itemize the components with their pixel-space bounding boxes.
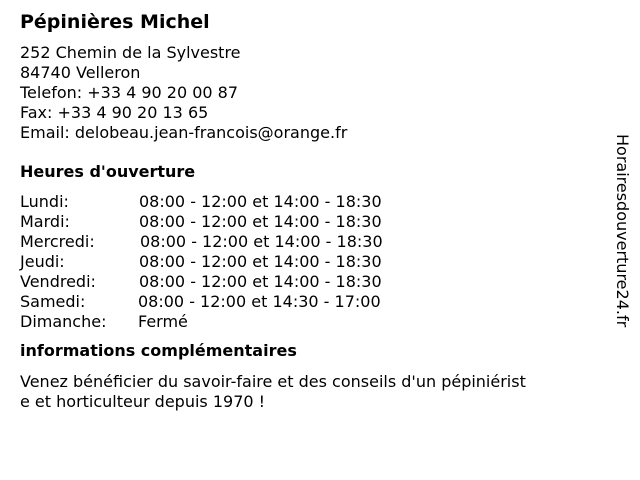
day-label: Dimanche: <box>20 312 107 331</box>
hours-row-sunday <box>20 312 600 332</box>
day-hours: Fermé <box>138 312 188 331</box>
hours-row-monday <box>20 192 600 212</box>
address-city: 84740 Velleron <box>20 63 141 82</box>
info-line-2: e et horticulteur depuis 1970 ! <box>20 392 266 411</box>
info-line-1: Venez bénéficier du savoir-faire et des conseils d'un pépiniérist <box>20 372 526 391</box>
info-text <box>20 372 600 412</box>
phone-number: Telefon: +33 4 90 20 00 87 <box>20 83 239 102</box>
hours-row-saturday <box>20 292 600 312</box>
email-address: Email: delobeau.jean-francois@orange.fr <box>20 123 348 142</box>
business-card <box>20 10 600 412</box>
day-hours: 08:00 - 12:00 et 14:00 - 18:30 <box>140 232 383 251</box>
day-label: Lundi: <box>20 192 69 211</box>
business-name: Pépinières Michel <box>20 11 210 33</box>
day-label: Vendredi: <box>20 272 96 291</box>
day-label: Mardi: <box>20 212 70 231</box>
day-label: Samedi: <box>20 292 86 311</box>
hours-row-tuesday <box>20 212 600 232</box>
hours-row-friday <box>20 272 600 292</box>
day-hours: 08:00 - 12:00 et 14:00 - 18:30 <box>139 252 382 271</box>
day-label: Jeudi: <box>20 252 65 271</box>
hours-row-thursday <box>20 252 600 272</box>
day-hours: 08:00 - 12:00 et 14:30 - 17:00 <box>138 292 381 311</box>
hours-heading: Heures d'ouverture <box>20 162 196 181</box>
day-hours: 08:00 - 12:00 et 14:00 - 18:30 <box>139 212 382 231</box>
address-block <box>20 43 600 143</box>
address-street: 252 Chemin de la Sylvestre <box>20 43 241 62</box>
hours-table <box>20 192 600 332</box>
site-watermark: Horairesdouverture24.fr <box>613 134 632 328</box>
fax-number: Fax: +33 4 90 20 13 65 <box>20 103 209 122</box>
info-heading: informations complémentaires <box>20 341 297 360</box>
hours-row-wednesday <box>20 232 600 252</box>
day-hours: 08:00 - 12:00 et 14:00 - 18:30 <box>139 272 382 291</box>
day-hours: 08:00 - 12:00 et 14:00 - 18:30 <box>139 192 382 211</box>
day-label: Mercredi: <box>20 232 95 251</box>
